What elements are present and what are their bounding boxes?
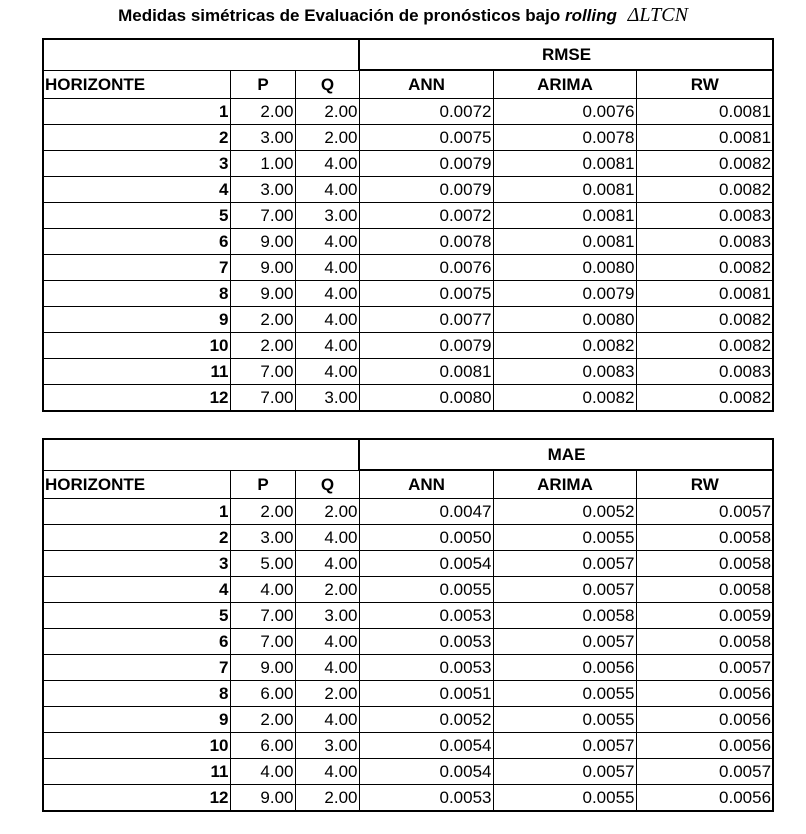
cell-rw: 0.0056 xyxy=(636,681,773,707)
cell-q: 4.00 xyxy=(295,525,359,551)
cell-arima: 0.0081 xyxy=(493,151,636,177)
blank-header-cell xyxy=(43,39,230,70)
cell-ann: 0.0078 xyxy=(359,229,493,255)
cell-arima: 0.0055 xyxy=(493,525,636,551)
blank-header-cell xyxy=(230,439,295,470)
cell-horizonte: 5 xyxy=(43,203,230,229)
cell-horizonte: 8 xyxy=(43,681,230,707)
cell-ann: 0.0053 xyxy=(359,603,493,629)
cell-arima: 0.0079 xyxy=(493,281,636,307)
table-row xyxy=(43,307,773,333)
table-row xyxy=(43,655,773,681)
cell-rw: 0.0083 xyxy=(636,203,773,229)
cell-rw: 0.0056 xyxy=(636,707,773,733)
rmse-table xyxy=(42,38,774,412)
cell-rw: 0.0057 xyxy=(636,499,773,525)
cell-rw: 0.0083 xyxy=(636,359,773,385)
cell-ann: 0.0079 xyxy=(359,177,493,203)
cell-arima: 0.0055 xyxy=(493,785,636,812)
column-header-row xyxy=(43,470,773,499)
blank-header-cell xyxy=(230,39,295,70)
cell-rw: 0.0081 xyxy=(636,99,773,125)
title-variable-symbol: ΔLTCN xyxy=(627,4,688,26)
cell-arima: 0.0081 xyxy=(493,229,636,255)
blank-header-cell xyxy=(43,439,230,470)
cell-p: 2.00 xyxy=(230,99,295,125)
cell-horizonte: 6 xyxy=(43,629,230,655)
group-header-row xyxy=(43,439,773,470)
cell-q: 4.00 xyxy=(295,307,359,333)
cell-p: 7.00 xyxy=(230,385,295,412)
page-title xyxy=(0,4,806,27)
cell-p: 2.00 xyxy=(230,307,295,333)
column-header-horizonte: HORIZONTE xyxy=(43,470,230,499)
table-row xyxy=(43,603,773,629)
cell-ann: 0.0053 xyxy=(359,655,493,681)
table-row xyxy=(43,281,773,307)
table-body xyxy=(43,99,773,412)
cell-arima: 0.0057 xyxy=(493,759,636,785)
cell-ann: 0.0052 xyxy=(359,707,493,733)
cell-q: 4.00 xyxy=(295,551,359,577)
column-header-ann: ANN xyxy=(359,70,493,99)
table-row xyxy=(43,629,773,655)
cell-q: 3.00 xyxy=(295,733,359,759)
table-body xyxy=(43,499,773,812)
cell-p: 9.00 xyxy=(230,785,295,812)
table-row xyxy=(43,385,773,412)
cell-arima: 0.0082 xyxy=(493,333,636,359)
cell-ann: 0.0079 xyxy=(359,333,493,359)
cell-rw: 0.0081 xyxy=(636,125,773,151)
cell-arima: 0.0055 xyxy=(493,681,636,707)
table-row xyxy=(43,551,773,577)
cell-p: 2.00 xyxy=(230,499,295,525)
column-header-ann: ANN xyxy=(359,470,493,499)
cell-ann: 0.0047 xyxy=(359,499,493,525)
cell-ann: 0.0055 xyxy=(359,577,493,603)
cell-horizonte: 12 xyxy=(43,385,230,412)
cell-q: 3.00 xyxy=(295,385,359,412)
cell-q: 4.00 xyxy=(295,229,359,255)
cell-arima: 0.0080 xyxy=(493,255,636,281)
cell-p: 3.00 xyxy=(230,177,295,203)
cell-arima: 0.0078 xyxy=(493,125,636,151)
cell-rw: 0.0056 xyxy=(636,785,773,812)
cell-ann: 0.0077 xyxy=(359,307,493,333)
column-header-p: P xyxy=(230,70,295,99)
blank-header-cell xyxy=(295,439,359,470)
table-row xyxy=(43,203,773,229)
cell-arima: 0.0056 xyxy=(493,655,636,681)
cell-p: 9.00 xyxy=(230,255,295,281)
cell-q: 4.00 xyxy=(295,281,359,307)
cell-arima: 0.0057 xyxy=(493,629,636,655)
table-row xyxy=(43,733,773,759)
cell-p: 6.00 xyxy=(230,733,295,759)
table-row xyxy=(43,499,773,525)
blank-header-cell xyxy=(295,39,359,70)
cell-arima: 0.0081 xyxy=(493,177,636,203)
table-row xyxy=(43,177,773,203)
cell-ann: 0.0051 xyxy=(359,681,493,707)
cell-rw: 0.0058 xyxy=(636,525,773,551)
cell-ann: 0.0075 xyxy=(359,281,493,307)
column-header-rw: RW xyxy=(636,70,773,99)
table-row xyxy=(43,785,773,812)
table-row xyxy=(43,525,773,551)
cell-q: 3.00 xyxy=(295,603,359,629)
cell-p: 3.00 xyxy=(230,525,295,551)
cell-horizonte: 11 xyxy=(43,759,230,785)
cell-rw: 0.0081 xyxy=(636,281,773,307)
cell-arima: 0.0055 xyxy=(493,707,636,733)
cell-arima: 0.0081 xyxy=(493,203,636,229)
cell-ann: 0.0076 xyxy=(359,255,493,281)
cell-rw: 0.0082 xyxy=(636,177,773,203)
cell-q: 4.00 xyxy=(295,177,359,203)
table-row xyxy=(43,359,773,385)
metric-group-header: RMSE xyxy=(359,39,773,70)
cell-horizonte: 2 xyxy=(43,125,230,151)
cell-ann: 0.0080 xyxy=(359,385,493,412)
cell-arima: 0.0057 xyxy=(493,551,636,577)
cell-rw: 0.0082 xyxy=(636,307,773,333)
table-row xyxy=(43,229,773,255)
cell-ann: 0.0050 xyxy=(359,525,493,551)
cell-arima: 0.0083 xyxy=(493,359,636,385)
table-row xyxy=(43,99,773,125)
table-row xyxy=(43,255,773,281)
column-header-q: Q xyxy=(295,470,359,499)
cell-ann: 0.0072 xyxy=(359,99,493,125)
cell-arima: 0.0076 xyxy=(493,99,636,125)
cell-p: 9.00 xyxy=(230,281,295,307)
cell-horizonte: 10 xyxy=(43,333,230,359)
cell-horizonte: 1 xyxy=(43,99,230,125)
metric-group-header: MAE xyxy=(359,439,773,470)
cell-ann: 0.0054 xyxy=(359,551,493,577)
cell-rw: 0.0083 xyxy=(636,229,773,255)
cell-p: 7.00 xyxy=(230,203,295,229)
cell-p: 7.00 xyxy=(230,603,295,629)
cell-q: 4.00 xyxy=(295,255,359,281)
column-header-arima: ARIMA xyxy=(493,470,636,499)
cell-q: 2.00 xyxy=(295,499,359,525)
column-header-horizonte: HORIZONTE xyxy=(43,70,230,99)
cell-arima: 0.0057 xyxy=(493,733,636,759)
table-row xyxy=(43,577,773,603)
cell-ann: 0.0053 xyxy=(359,785,493,812)
cell-p: 4.00 xyxy=(230,759,295,785)
cell-rw: 0.0057 xyxy=(636,759,773,785)
cell-p: 6.00 xyxy=(230,681,295,707)
cell-horizonte: 4 xyxy=(43,177,230,203)
cell-p: 7.00 xyxy=(230,359,295,385)
cell-horizonte: 3 xyxy=(43,551,230,577)
cell-ann: 0.0079 xyxy=(359,151,493,177)
cell-q: 2.00 xyxy=(295,577,359,603)
cell-q: 2.00 xyxy=(295,785,359,812)
column-header-q: Q xyxy=(295,70,359,99)
table-row xyxy=(43,759,773,785)
cell-horizonte: 12 xyxy=(43,785,230,812)
column-header-arima: ARIMA xyxy=(493,70,636,99)
table-row xyxy=(43,333,773,359)
cell-p: 5.00 xyxy=(230,551,295,577)
cell-q: 4.00 xyxy=(295,629,359,655)
cell-rw: 0.0057 xyxy=(636,655,773,681)
cell-ann: 0.0072 xyxy=(359,203,493,229)
cell-horizonte: 8 xyxy=(43,281,230,307)
cell-q: 4.00 xyxy=(295,151,359,177)
cell-p: 9.00 xyxy=(230,655,295,681)
column-header-row xyxy=(43,70,773,99)
table-row xyxy=(43,125,773,151)
cell-q: 4.00 xyxy=(295,655,359,681)
cell-rw: 0.0056 xyxy=(636,733,773,759)
column-header-p: P xyxy=(230,470,295,499)
cell-q: 2.00 xyxy=(295,681,359,707)
cell-p: 1.00 xyxy=(230,151,295,177)
cell-horizonte: 6 xyxy=(43,229,230,255)
cell-ann: 0.0053 xyxy=(359,629,493,655)
cell-q: 2.00 xyxy=(295,99,359,125)
cell-horizonte: 11 xyxy=(43,359,230,385)
cell-q: 4.00 xyxy=(295,359,359,385)
mae-table xyxy=(42,438,774,812)
cell-ann: 0.0081 xyxy=(359,359,493,385)
cell-arima: 0.0057 xyxy=(493,577,636,603)
cell-arima: 0.0080 xyxy=(493,307,636,333)
cell-horizonte: 5 xyxy=(43,603,230,629)
cell-rw: 0.0058 xyxy=(636,629,773,655)
group-header-row xyxy=(43,39,773,70)
cell-p: 4.00 xyxy=(230,577,295,603)
cell-q: 4.00 xyxy=(295,707,359,733)
cell-ann: 0.0054 xyxy=(359,759,493,785)
title-text: Medidas simétricas de Evaluación de pronósticos bajo xyxy=(118,6,561,25)
cell-p: 7.00 xyxy=(230,629,295,655)
cell-rw: 0.0082 xyxy=(636,333,773,359)
cell-horizonte: 9 xyxy=(43,307,230,333)
cell-horizonte: 3 xyxy=(43,151,230,177)
cell-horizonte: 1 xyxy=(43,499,230,525)
cell-arima: 0.0082 xyxy=(493,385,636,412)
table-row xyxy=(43,151,773,177)
cell-ann: 0.0075 xyxy=(359,125,493,151)
table-row xyxy=(43,707,773,733)
column-header-rw: RW xyxy=(636,470,773,499)
cell-horizonte: 7 xyxy=(43,655,230,681)
cell-q: 4.00 xyxy=(295,759,359,785)
cell-rw: 0.0082 xyxy=(636,385,773,412)
cell-p: 9.00 xyxy=(230,229,295,255)
table-row xyxy=(43,681,773,707)
title-rolling: rolling xyxy=(564,6,617,25)
cell-horizonte: 2 xyxy=(43,525,230,551)
cell-rw: 0.0058 xyxy=(636,577,773,603)
cell-horizonte: 7 xyxy=(43,255,230,281)
cell-rw: 0.0058 xyxy=(636,551,773,577)
cell-q: 3.00 xyxy=(295,203,359,229)
cell-p: 2.00 xyxy=(230,333,295,359)
cell-rw: 0.0082 xyxy=(636,151,773,177)
cell-horizonte: 10 xyxy=(43,733,230,759)
cell-arima: 0.0058 xyxy=(493,603,636,629)
cell-horizonte: 9 xyxy=(43,707,230,733)
cell-q: 2.00 xyxy=(295,125,359,151)
cell-arima: 0.0052 xyxy=(493,499,636,525)
cell-ann: 0.0054 xyxy=(359,733,493,759)
cell-p: 2.00 xyxy=(230,707,295,733)
cell-horizonte: 4 xyxy=(43,577,230,603)
cell-rw: 0.0082 xyxy=(636,255,773,281)
cell-q: 4.00 xyxy=(295,333,359,359)
cell-rw: 0.0059 xyxy=(636,603,773,629)
cell-p: 3.00 xyxy=(230,125,295,151)
